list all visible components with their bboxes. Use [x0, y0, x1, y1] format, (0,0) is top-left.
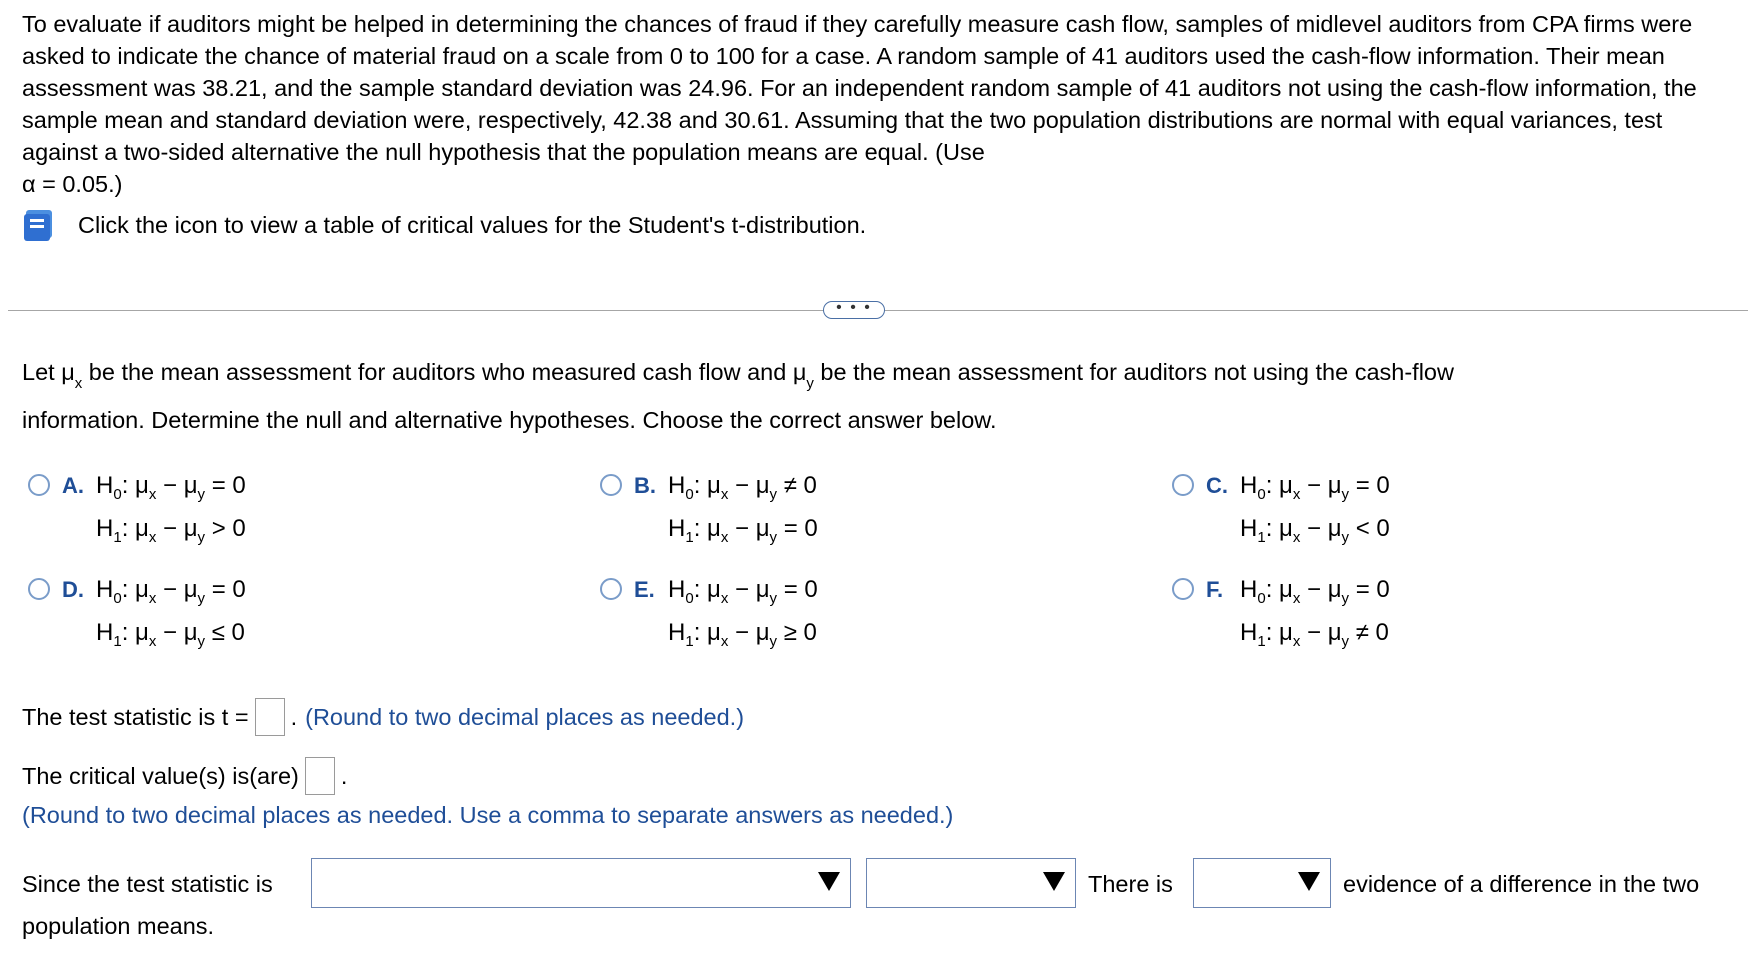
dropdown-arrow-icon	[818, 872, 840, 891]
critical-value-comparison-dropdown[interactable]	[866, 858, 1076, 908]
hypotheses: $H_0$: $\mu_x - \mu_y \ne 0$ $H_1$: $\mu_x - \mu_y = 0$	[668, 472, 818, 546]
population-means-label: population means.	[22, 913, 215, 939]
option-c[interactable]: C. $H_0$: $\mu_x - \mu_y = 0$ $H_1$: $\mu_x - \mu_y < 0$	[1172, 466, 1390, 552]
problem-text: To evaluate if auditors might be helped in determining the chances of fraud if they carefully measure cash flow, samples of midlevel auditors from CPA firms were asked to indicate the chance of material fraud on a scale from 0 to 100 for a case. A random sample of 41 auditors used the cash-flow information. Their mean assessment was 38.21, and the sample standard deviation was 24.96. For an independent random sample of 41 auditors not using the cash-flow information, the sample mean and standard deviation were, respectively, 42.38 and 30.61. Assuming that the two population distributions are normal with equal variances, test against a two-sided alternative the null hypothesis that the population means are equal. (Use	[22, 11, 1697, 165]
dropdown-arrow-icon	[1298, 872, 1320, 891]
since-label: Since the test statistic is	[22, 871, 273, 897]
radio-button[interactable]	[1172, 578, 1194, 600]
radio-button[interactable]	[600, 474, 622, 496]
critical-value-row: The critical value(s) is(are) .	[22, 757, 347, 795]
evidence-dropdown[interactable]	[1193, 858, 1331, 908]
radio-button[interactable]	[600, 578, 622, 600]
test-statistic-comparison-dropdown[interactable]	[311, 858, 851, 908]
there-is-label: There is	[1088, 871, 1173, 897]
alpha-line: α = 0.05.)	[22, 171, 123, 197]
radio-button[interactable]	[1172, 474, 1194, 496]
test-statistic-row: The test statistic is t = . (Round to two decimal places as needed.)	[22, 698, 744, 736]
option-e[interactable]: E. $H_0$: $\mu_x - \mu_y = 0$ $H_1$: $\mu_x - \mu_y \ge 0$	[600, 570, 818, 656]
critical-note: (Round to two decimal places as needed. Use a comma to separate answers as needed.)	[22, 802, 954, 828]
problem-statement	[22, 8, 1742, 200]
hypotheses: $H_0$: $\mu_x - \mu_y = 0$ $H_1$: $\mu_x - \mu_y < 0$	[1240, 472, 1390, 546]
hypotheses: $H_0$: $\mu_x - \mu_y = 0$ $H_1$: $\mu_x - \mu_y \ge 0$	[668, 576, 818, 650]
question-text: Let $\mu_x$ be the mean assessment for auditors who measured cash flow and $\mu_y$ be the mean assessment for auditors not using the cash-flow information. Determine the null and alternative hypotheses. Choose the correct answer below.	[22, 359, 1454, 433]
test-statistic-input[interactable]	[255, 698, 285, 736]
dropdown-arrow-icon	[1043, 872, 1065, 891]
hypotheses: $H_0$: $\mu_x - \mu_y = 0$ $H_1$: $\mu_x - \mu_y \ne 0$	[1240, 576, 1390, 650]
round-note: (Round to two decimal places as needed.)	[305, 704, 745, 730]
option-b[interactable]: B. $H_0$: $\mu_x - \mu_y \ne 0$ $H_1$: $\mu_x - \mu_y = 0$	[600, 466, 818, 552]
option-d[interactable]: D. $H_0$: $\mu_x - \mu_y = 0$ $H_1$: $\mu_x - \mu_y \le 0$	[28, 570, 246, 656]
critical-value-input[interactable]	[305, 757, 335, 795]
expand-more-button[interactable]: • • •	[823, 301, 885, 319]
evidence-label: evidence of a difference in the two	[1343, 871, 1700, 897]
option-f[interactable]: F. $H_0$: $\mu_x - \mu_y = 0$ $H_1$: $\mu_x - \mu_y \ne 0$	[1172, 570, 1390, 656]
table-hint-text[interactable]: Click the icon to view a table of critical values for the Student's t-distribution.	[78, 212, 867, 238]
hypotheses: $H_0$: $\mu_x - \mu_y = 0$ $H_1$: $\mu_x - \mu_y \le 0$	[96, 576, 246, 650]
hypotheses: $H_0$: $\mu_x - \mu_y = 0$ $H_1$: $\mu_x - \mu_y > 0$	[96, 472, 246, 546]
option-a[interactable]: A. $H_0$: $\mu_x - \mu_y = 0$ $H_1$: $\mu_x - \mu_y > 0$	[28, 466, 246, 552]
book-icon[interactable]	[22, 208, 58, 242]
table-hint	[22, 208, 866, 242]
radio-button[interactable]	[28, 474, 50, 496]
radio-button[interactable]	[28, 578, 50, 600]
